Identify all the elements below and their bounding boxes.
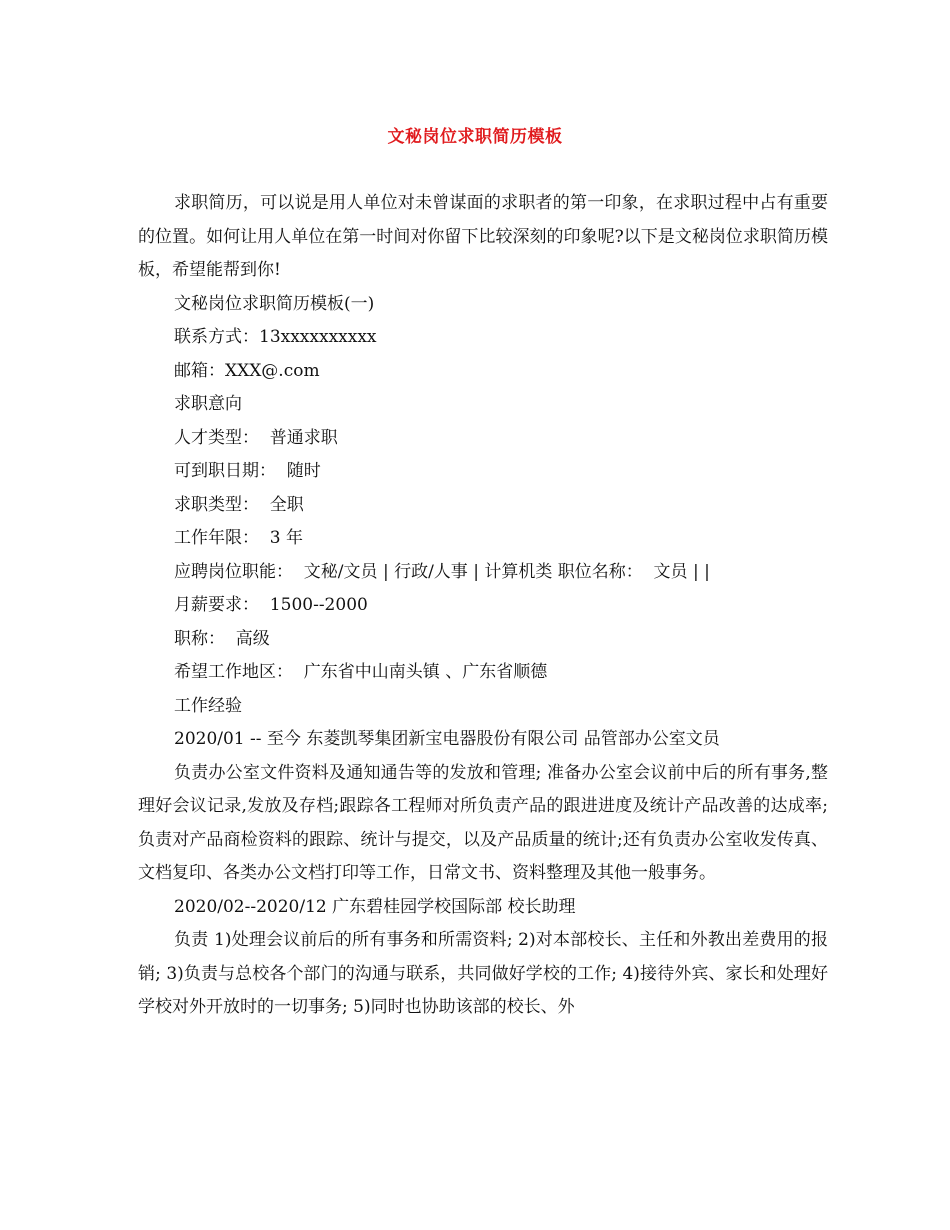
paragraph-title-level: 职称： 高级 bbox=[174, 628, 270, 649]
document-body bbox=[138, 187, 834, 1025]
paragraph-talent-type: 人才类型： 普通求职 bbox=[174, 427, 338, 448]
paragraph-work-experience: 工作经验 bbox=[174, 695, 242, 716]
paragraph-job-function: 应聘岗位职能： 文秘/文员 | 行政/人事 | 计算机类 职位名称： 文员 | | bbox=[174, 561, 710, 582]
paragraph-template-heading: 文秘岗位求职简历模板(一) bbox=[174, 293, 375, 314]
paragraph-job-1: 2020/01 -- 至今 东菱凯琴集团新宝电器股份有限公司 品管部办公室文员 bbox=[174, 729, 720, 749]
paragraph-job-intention: 求职意向 bbox=[174, 394, 242, 414]
paragraph-job-2: 2020/02--2020/12 广东碧桂园学校国际部 校长助理 bbox=[174, 896, 576, 917]
paragraph-work-years: 工作年限： 3 年 bbox=[174, 528, 304, 548]
paragraph-job-2-duties: 负责 1)处理会议前后的所有事务和所需资料; 2)对本部校长、主任和外教出差费用的报销; 3)负责与总校各个部门的沟通与联系，共同做好学校的工作; 4)接待外宾、家长和处理好学校对外开放时的一切事务; 5)同时也协助该部的校长、外 bbox=[138, 930, 828, 1017]
paragraph-job-type: 求职类型： 全职 bbox=[174, 494, 304, 515]
paragraph-contact: 联系方式：13xxxxxxxxxx bbox=[174, 327, 377, 347]
paragraph-start-date: 可到职日期： 随时 bbox=[174, 461, 321, 481]
paragraph-email: 邮箱：XXX@.com bbox=[174, 360, 320, 381]
page-title: 文秘岗位求职简历模板 bbox=[387, 127, 563, 147]
paragraph-job-1-duties: 负责办公室文件资料及通知通告等的发放和管理; 准备办公室会议前中后的所有事务,整理好会议记录,发放及存档;跟踪各工程师对所负责产品的跟进进度及统计产品改善的达成率; 负责对产品商检资料的跟踪、统计与提交，以及产品质量的统计;还有负责办公室收发传真、文档复印、各类办公文档打印等工作，日常文书、资料整理及其他一般事务。 bbox=[138, 762, 834, 883]
paragraph-work-region: 希望工作地区： 广东省中山南头镇 、广东省顺德 bbox=[174, 662, 548, 682]
paragraph-intro: 求职简历，可以说是用人单位对未曾谋面的求职者的第一印象，在求职过程中占有重要的位置。如何让用人单位在第一时间对你留下比较深刻的印象呢?以下是文秘岗位求职简历模板，希望能帮到你! bbox=[138, 193, 828, 280]
paragraph-salary: 月薪要求： 1500--2000 bbox=[174, 595, 368, 615]
